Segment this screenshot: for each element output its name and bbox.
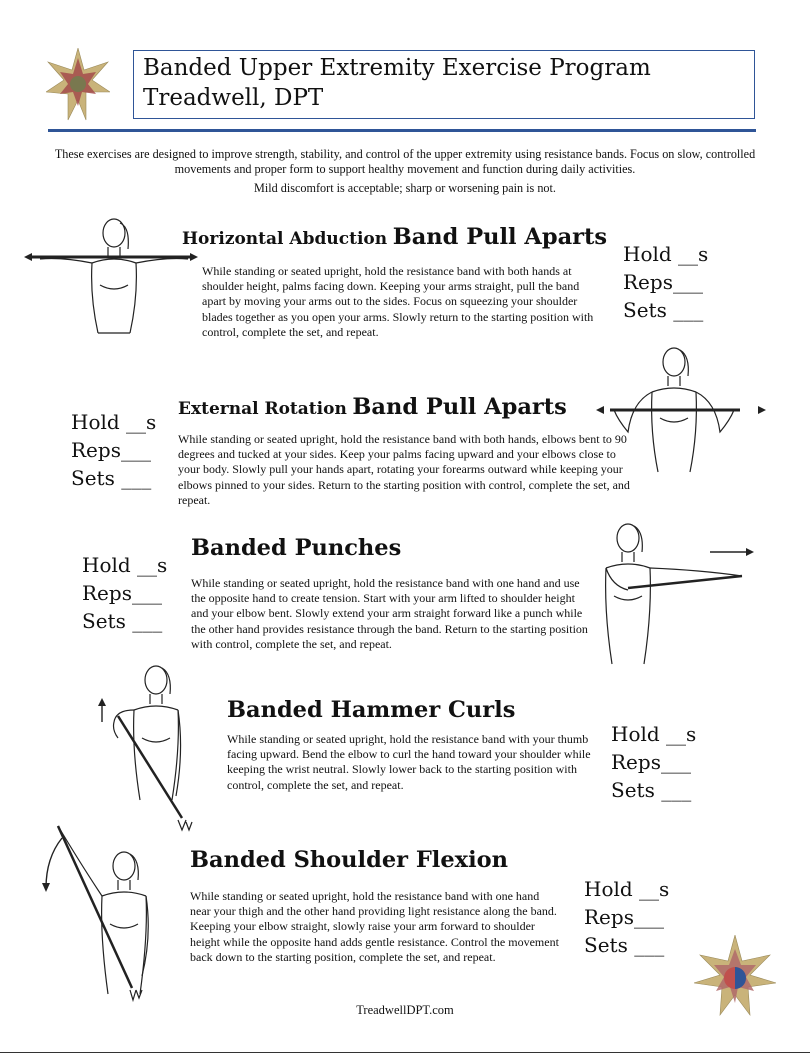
page-subtitle: Treadwell, DPT xyxy=(143,85,324,111)
exercise-4-reps: Reps___ xyxy=(611,750,691,774)
exercise-5-description: While standing or seated upright, hold the resistance band with one hand near your thigh and the other hand providing light resistance along the band. Keeping your elbow straight, slowly raise your arm forward to shoulder height while the opposite hand adds gentle resistance. Control the movement back down to the starting position, complete the set, and repeat. xyxy=(190,889,559,964)
exercise-2-title-main: Band Pull Aparts xyxy=(352,394,567,420)
exercise-5-sets: Sets ___ xyxy=(584,933,665,957)
title-box xyxy=(133,50,755,119)
exercise-2-hold: Hold __s xyxy=(71,410,157,434)
figure-hammer-curl xyxy=(92,660,222,835)
exercise-2-sets: Sets ___ xyxy=(71,466,152,490)
footer-website: TreadwellDPT.com xyxy=(356,1003,454,1017)
exercise-4-sets: Sets ___ xyxy=(611,778,692,802)
intro-note: Mild discomfort is acceptable; sharp or worsening pain is not. xyxy=(254,181,556,195)
exercise-2-title-prefix: External Rotation xyxy=(178,399,347,419)
exercise-5-title xyxy=(190,847,508,873)
intro-paragraph: These exercises are designed to improve strength, stability, and control of the upper extremity using resistance bands. Focus on slow, controlled movements and proper form to support healthy movement and function during daily activities. xyxy=(54,147,756,176)
logo-star-icon xyxy=(46,48,110,122)
exercise-5-title-main: Banded Shoulder Flexion xyxy=(190,847,508,873)
exercise-2-description: While standing or seated upright, hold the resistance band with both hands, elbows bent to 90 degrees and tucked at your sides. Keep your palms facing upward and your elbows close to your body. Slowly pull your hands apart, rotating your forearms outward while keeping your elbows pinned to your sides. Return to the starting position with control, complete the set, and repeat. xyxy=(178,432,630,507)
exercise-5-prescription xyxy=(584,875,669,959)
exercise-1-sets: Sets ___ xyxy=(623,298,704,322)
exercise-4-description: While standing or seated upright, hold the resistance band with your thumb facing upward. Bend the elbow to curl the hand toward your shoulder while keeping the wrist neutral. Slowly lower back to the starting position with control, complete the set, and repeat. xyxy=(227,732,591,792)
exercise-2-prescription xyxy=(71,408,156,492)
exercise-1-title-prefix: Horizontal Abduction xyxy=(182,229,388,249)
figure-shoulder-flexion xyxy=(36,818,186,1003)
exercise-4-title xyxy=(227,697,515,723)
exercise-3-description: While standing or seated upright, hold the resistance band with one hand and use the opposite hand to create tension. Start with your arm lifted to shoulder height and your elbow bent. Slowly extend your arm straight forward like a punch while the other hand provides resistance through the band. Return to the starting position with control, complete the set, and repeat. xyxy=(191,576,588,651)
exercise-4-hold: Hold __s xyxy=(611,722,697,746)
figure-punch xyxy=(588,518,766,673)
exercise-1-prescription xyxy=(623,240,708,324)
exercise-3-prescription xyxy=(82,551,167,635)
footer-divider xyxy=(0,1052,810,1053)
exercise-4-prescription xyxy=(611,720,696,804)
exercise-3-reps: Reps___ xyxy=(82,581,162,605)
exercise-2-title xyxy=(178,394,567,420)
exercise-4-title-main: Banded Hammer Curls xyxy=(227,697,516,723)
exercise-1-title xyxy=(182,224,607,250)
exercise-5-reps: Reps___ xyxy=(584,905,664,929)
exercise-3-hold: Hold __s xyxy=(82,553,168,577)
page-title: Banded Upper Extremity Exercise Program xyxy=(143,55,651,81)
exercise-1-description: While standing or seated upright, hold the resistance band with both hands at shoulder height, palms facing down. Keeping your arms straight, pull the band apart by moving your arms out to the sides. Focus on squeezing your shoulder blades together as you open your arms. Slowly return to the starting position with control, complete the set, and repeat. xyxy=(202,264,594,339)
exercise-3-title xyxy=(191,535,401,561)
exercise-3-title-main: Banded Punches xyxy=(191,535,402,561)
exercise-1-title-main: Band Pull Aparts xyxy=(392,224,608,250)
exercise-1-reps: Reps___ xyxy=(623,270,703,294)
exercise-3-sets: Sets ___ xyxy=(82,609,163,633)
figure-horizontal-abduction xyxy=(22,205,200,355)
exercise-5-hold: Hold __s xyxy=(584,877,670,901)
header-divider xyxy=(48,129,756,132)
exercise-1-hold: Hold __s xyxy=(623,242,709,266)
exercise-2-reps: Reps___ xyxy=(71,438,151,462)
